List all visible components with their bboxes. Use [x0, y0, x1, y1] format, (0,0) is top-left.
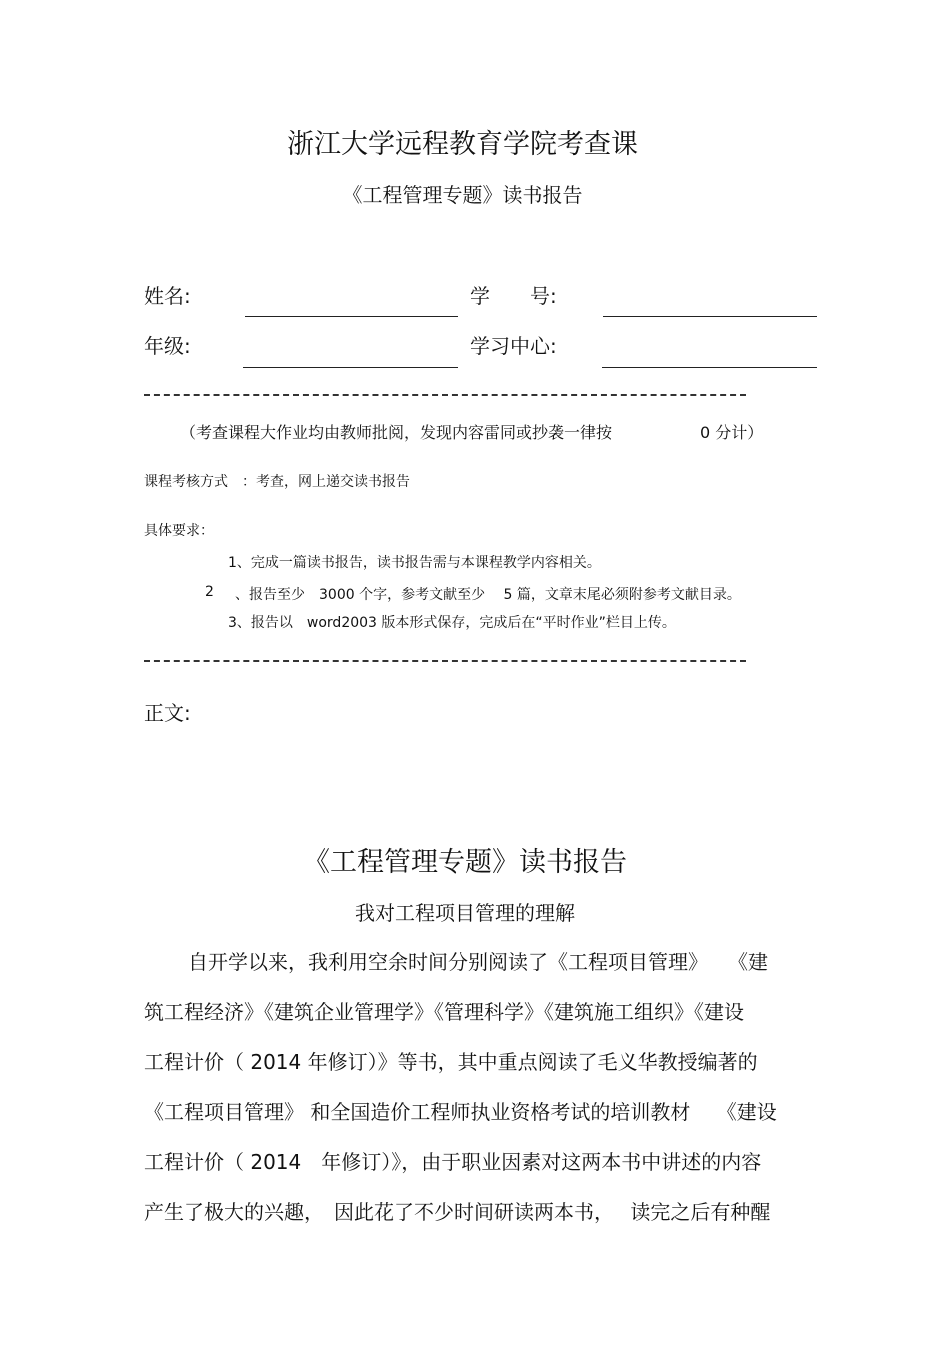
requirement-1: 1、完成一篇读书报告，读书报告需与本课程教学内容相关。 — [228, 555, 601, 571]
requirement-2-number: 2 — [205, 584, 214, 600]
student-id-label: 学 号: — [470, 284, 557, 308]
institution-title: 浙江大学远程教育学院考查课 — [287, 129, 638, 160]
requirements-label: 具体要求： — [144, 523, 214, 539]
essay-title: 《工程管理专题》读书报告 — [303, 847, 627, 878]
name-field[interactable] — [245, 316, 458, 317]
paragraph-line: 工程计价（ 2014 年修订）》等书，其中重点阅读了毛义华教授编著的 — [144, 1050, 758, 1074]
essay-subtitle: 我对工程项目管理的理解 — [355, 901, 575, 925]
grade-label: 年级: — [144, 334, 191, 358]
divider-top — [144, 394, 746, 396]
divider-bottom — [144, 660, 746, 662]
body-label: 正文: — [144, 701, 191, 725]
zero-score-note: 0 分计） — [700, 423, 764, 442]
name-label: 姓名: — [144, 284, 191, 308]
plagiarism-notice: （考查课程大作业均由教师批阅，发现内容雷同或抄袭一律按 — [180, 423, 613, 442]
requirement-3: 3、报告以 word2003 版本形式保存，完成后在“平时作业”栏目上传。 — [228, 615, 676, 631]
student-id-field[interactable] — [603, 316, 817, 317]
grade-field[interactable] — [243, 367, 458, 368]
report-title: 《工程管理专题》读书报告 — [342, 183, 583, 207]
paragraph-line: 筑工程经济》《建筑企业管理学》《管理科学》《建筑施工组织》《建设 — [144, 1000, 744, 1024]
paragraph-line: 工程计价（ 2014 年修订）》，由于职业因素对这两本书中讲述的内容 — [144, 1150, 762, 1174]
study-center-label: 学习中心: — [470, 334, 557, 358]
study-center-field[interactable] — [602, 367, 817, 368]
paragraph-line: 自开学以来，我利用空余时间分别阅读了《工程项目管理》 《建 — [188, 950, 768, 974]
assessment-method: 课程考核方式 ：考查，网上递交读书报告 — [144, 474, 410, 490]
paragraph-line: 《工程项目管理》 和全国造价工程师执业资格考试的培训教材 《建设 — [144, 1100, 777, 1124]
requirement-2: 、报告至少 3000 个字，参考文献至少 5 篇，文章末尾必须附参考文献目录。 — [235, 587, 741, 603]
paragraph-line: 产生了极大的兴趣， 因此花了不少时间研读两本书， 读完之后有种醒 — [144, 1200, 771, 1224]
